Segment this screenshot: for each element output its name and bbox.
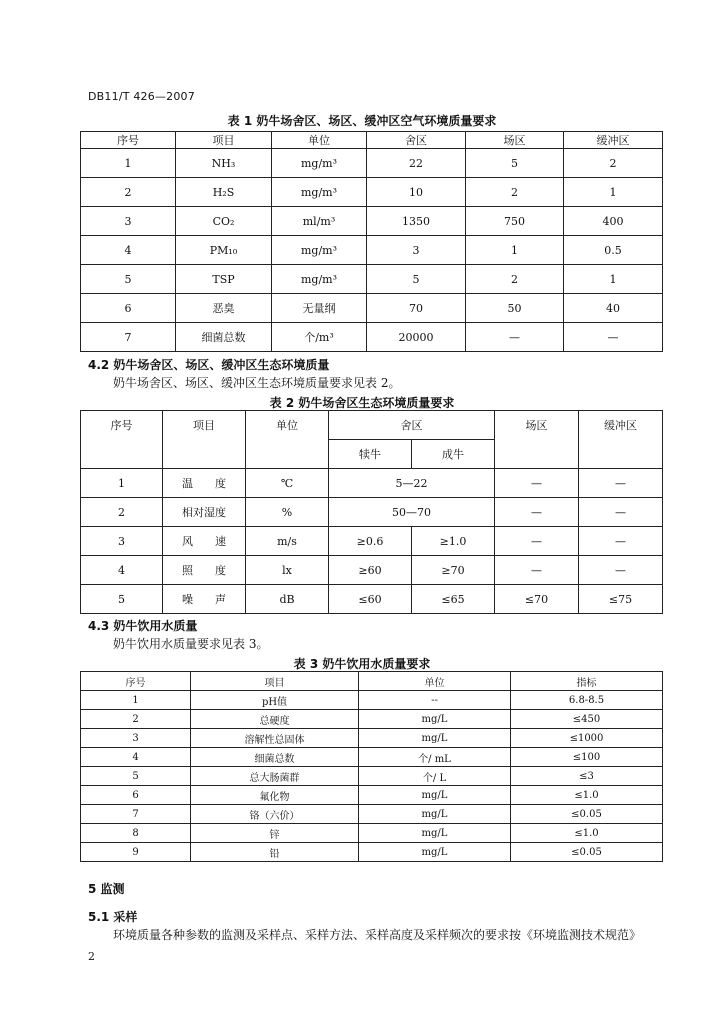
table-cell: 400 xyxy=(564,207,663,236)
table-cell: dB xyxy=(246,585,329,614)
table-cell: 2 xyxy=(81,710,191,729)
table-row xyxy=(81,527,663,556)
table-cell: ≤450 xyxy=(511,710,663,729)
table-cell: 2 xyxy=(81,178,176,207)
table-cell: mg/L xyxy=(359,843,511,862)
table-cell: 相对湿度 xyxy=(163,498,246,527)
table-cell: H₂S xyxy=(176,178,272,207)
table-cell: pH值 xyxy=(191,691,359,710)
table-cell: 4 xyxy=(81,748,191,767)
table-cell: ≥1.0 xyxy=(412,527,495,556)
table-cell: mg/L xyxy=(359,729,511,748)
table-cell: 2 xyxy=(564,149,663,178)
table-cell: 6 xyxy=(81,294,176,323)
section-5-1-text: 环境质量各种参数的监测及采样点、采样方法、采样高度及采样频次的要求按《环境监测技术规范》 xyxy=(113,928,642,942)
section-5-1-heading: 5.1 采样 xyxy=(88,910,138,924)
section-4-2-text: 奶牛场舍区、场区、缓冲区生态环境质量要求见表 2。 xyxy=(113,376,401,390)
table-cell: m/s xyxy=(246,527,329,556)
table-cell: mg/m³ xyxy=(272,178,367,207)
table-cell: 1350 xyxy=(367,207,466,236)
section-4-3-text: 奶牛饮用水质量要求见表 3。 xyxy=(113,637,269,651)
table-cell: 照 度 xyxy=(163,556,246,585)
table-cell: mg/L xyxy=(359,805,511,824)
table1-header-huan: 缓冲区 xyxy=(564,132,663,149)
table3-header-item: 项目 xyxy=(191,672,359,691)
table-cell: ≤0.05 xyxy=(511,805,663,824)
table-cell: ≤70 xyxy=(495,585,579,614)
table1-header-chang: 场区 xyxy=(466,132,564,149)
table-cell: 5 xyxy=(466,149,564,178)
table-cell: mg/L xyxy=(359,710,511,729)
table-row xyxy=(81,710,663,729)
table-row xyxy=(81,805,663,824)
table-cell: mg/m³ xyxy=(272,265,367,294)
table-cell: ≤1.0 xyxy=(511,786,663,805)
table-cell: — xyxy=(579,556,663,585)
table-cell: — xyxy=(495,469,579,498)
table1-header-row xyxy=(81,132,663,149)
table-cell: 3 xyxy=(81,527,163,556)
table-cell: 风 速 xyxy=(163,527,246,556)
table-cell: 2 xyxy=(466,265,564,294)
table-cell: 铅 xyxy=(191,843,359,862)
section-5-heading: 5 监测 xyxy=(88,882,125,896)
table-row xyxy=(81,786,663,805)
table-cell: 细菌总数 xyxy=(176,323,272,352)
table-cell: 750 xyxy=(466,207,564,236)
table-cell: CO₂ xyxy=(176,207,272,236)
table-cell: % xyxy=(246,498,329,527)
table2-header-she: 舍区 xyxy=(329,411,495,440)
table-row xyxy=(81,824,663,843)
table1-header-unit: 单位 xyxy=(272,132,367,149)
table-cell: ≥60 xyxy=(329,556,412,585)
table-row xyxy=(81,748,663,767)
table-cell: 锌 xyxy=(191,824,359,843)
table-cell: mg/m³ xyxy=(272,236,367,265)
table-cell: lx xyxy=(246,556,329,585)
table-cell: 10 xyxy=(367,178,466,207)
table-cell: -- xyxy=(359,691,511,710)
section-4-2-heading: 4.2 奶牛场舍区、场区、缓冲区生态环境质量 xyxy=(88,358,330,372)
table2-header-chang: 场区 xyxy=(495,411,579,469)
table-cell: ℃ xyxy=(246,469,329,498)
table-cell: — xyxy=(495,556,579,585)
table-cell: mg/L xyxy=(359,786,511,805)
table-cell: — xyxy=(579,498,663,527)
table-cell: 2 xyxy=(81,498,163,527)
table-cell: ≤1.0 xyxy=(511,824,663,843)
table-cell: 总硬度 xyxy=(191,710,359,729)
table-cell: — xyxy=(579,527,663,556)
table-row xyxy=(81,323,663,352)
table-cell: 50 xyxy=(466,294,564,323)
table-cell: 1 xyxy=(564,178,663,207)
table-cell: 7 xyxy=(81,805,191,824)
table-cell: 细菌总数 xyxy=(191,748,359,767)
table-cell: 1 xyxy=(81,691,191,710)
table-cell: 1 xyxy=(466,236,564,265)
table-cell: ≤65 xyxy=(412,585,495,614)
table-cell: ≥70 xyxy=(412,556,495,585)
table-cell: ≤60 xyxy=(329,585,412,614)
table-row xyxy=(81,178,663,207)
table-row xyxy=(81,767,663,786)
table-cell: 6 xyxy=(81,786,191,805)
table-cell: 噪 声 xyxy=(163,585,246,614)
table-row xyxy=(81,236,663,265)
table-cell: 氟化物 xyxy=(191,786,359,805)
table3-caption: 表 3 奶牛饮用水质量要求 xyxy=(293,657,431,671)
table2-header-no: 序号 xyxy=(81,411,163,469)
table-row xyxy=(81,691,663,710)
table-cell: NH₃ xyxy=(176,149,272,178)
table-cell: 22 xyxy=(367,149,466,178)
table-cell: 3 xyxy=(81,207,176,236)
table-cell: 40 xyxy=(564,294,663,323)
table-cell: 溶解性总固体 xyxy=(191,729,359,748)
table-cell: 5 xyxy=(367,265,466,294)
table2-header-unit: 单位 xyxy=(246,411,329,469)
table1-header-no: 序号 xyxy=(81,132,176,149)
table-cell: — xyxy=(495,498,579,527)
table-cell: 3 xyxy=(81,729,191,748)
table-cell: ≤1000 xyxy=(511,729,663,748)
table2-header-huan: 缓冲区 xyxy=(579,411,663,469)
table1-header-she: 舍区 xyxy=(367,132,466,149)
table-cell: 5—22 xyxy=(329,469,495,498)
table1-header-item: 项目 xyxy=(176,132,272,149)
table3-header-no: 序号 xyxy=(81,672,191,691)
table2-subheader-adult: 成牛 xyxy=(412,440,495,469)
section-4-3-heading: 4.3 奶牛饮用水质量 xyxy=(88,619,198,633)
table-cell: 5 xyxy=(81,767,191,786)
table-cell: 个/ mL xyxy=(359,748,511,767)
table-cell: 5 xyxy=(81,585,163,614)
table-cell: 1 xyxy=(564,265,663,294)
table-cell: 20000 xyxy=(367,323,466,352)
table1-air-quality xyxy=(80,131,663,352)
table-cell: ≤0.05 xyxy=(511,843,663,862)
table-row xyxy=(81,469,663,498)
table-cell: 0.5 xyxy=(564,236,663,265)
table-row xyxy=(81,265,663,294)
table2-subheader-calf: 犊牛 xyxy=(329,440,412,469)
table-cell: — xyxy=(579,469,663,498)
table-cell: 7 xyxy=(81,323,176,352)
table3-header-unit: 单位 xyxy=(359,672,511,691)
document-code: DB11/T 426—2007 xyxy=(88,90,195,103)
table-cell: PM₁₀ xyxy=(176,236,272,265)
table2-ecological-quality xyxy=(80,410,663,614)
table2-caption: 表 2 奶牛场舍区生态环境质量要求 xyxy=(269,396,455,410)
table-cell: — xyxy=(466,323,564,352)
table-cell: 4 xyxy=(81,556,163,585)
table-cell: 恶臭 xyxy=(176,294,272,323)
table1-caption: 表 1 奶牛场舍区、场区、缓冲区空气环境质量要求 xyxy=(227,114,497,128)
table-cell: — xyxy=(564,323,663,352)
table-cell: 无量纲 xyxy=(272,294,367,323)
table-cell: mg/L xyxy=(359,824,511,843)
table3-header-row xyxy=(81,672,663,691)
table-cell: 铬（六价） xyxy=(191,805,359,824)
table-cell: 个/m³ xyxy=(272,323,367,352)
table-row xyxy=(81,585,663,614)
table-cell: 1 xyxy=(81,149,176,178)
table-cell: 4 xyxy=(81,236,176,265)
table-cell: ≤100 xyxy=(511,748,663,767)
table-cell: ≤3 xyxy=(511,767,663,786)
table-cell: 70 xyxy=(367,294,466,323)
table-cell: ml/m³ xyxy=(272,207,367,236)
table-cell: 8 xyxy=(81,824,191,843)
table-cell: — xyxy=(495,527,579,556)
table-cell: 6.8-8.5 xyxy=(511,691,663,710)
table-cell: TSP xyxy=(176,265,272,294)
table-cell: 总大肠菌群 xyxy=(191,767,359,786)
table-cell: ≤75 xyxy=(579,585,663,614)
table3-drinking-water-quality xyxy=(80,671,663,862)
table-cell: 50—70 xyxy=(329,498,495,527)
table-row xyxy=(81,294,663,323)
table-row xyxy=(81,729,663,748)
table-row xyxy=(81,843,663,862)
table-cell: 5 xyxy=(81,265,176,294)
table2-header-item: 项目 xyxy=(163,411,246,469)
table-row xyxy=(81,149,663,178)
table-cell: mg/m³ xyxy=(272,149,367,178)
table-cell: 9 xyxy=(81,843,191,862)
table-row xyxy=(81,207,663,236)
table-cell: 1 xyxy=(81,469,163,498)
table-cell: 个/ L xyxy=(359,767,511,786)
table-row xyxy=(81,498,663,527)
table-cell: 温 度 xyxy=(163,469,246,498)
table-row xyxy=(81,556,663,585)
table2-header-row xyxy=(81,411,663,440)
page-number: 2 xyxy=(88,950,95,963)
table-cell: 2 xyxy=(466,178,564,207)
table-cell: ≥0.6 xyxy=(329,527,412,556)
table-cell: 3 xyxy=(367,236,466,265)
table3-header-value: 指标 xyxy=(511,672,663,691)
